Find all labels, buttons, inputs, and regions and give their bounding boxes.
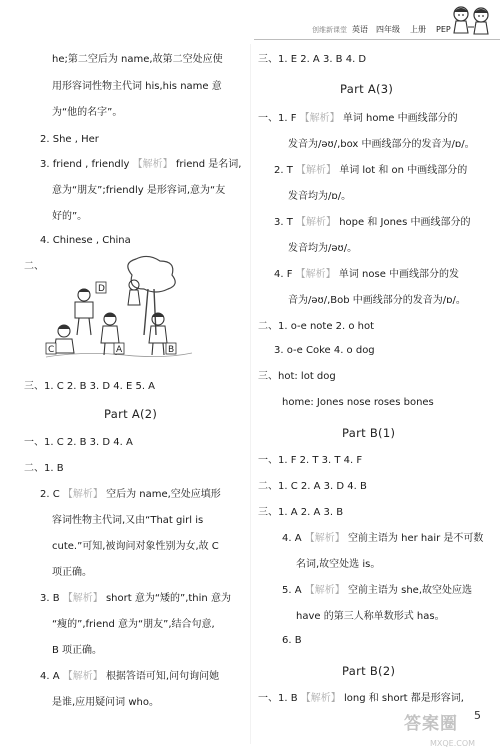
edition-label: PEP [436, 25, 451, 34]
column-divider [250, 44, 251, 744]
answer-row: 3. o-e Coke 4. o dog [274, 345, 375, 356]
answer-item [258, 114, 458, 124]
answer-text: 3. friend , friendly [40, 159, 130, 170]
answer-text: 3. T [274, 217, 293, 228]
section-title-part-a3: Part A(3) [340, 82, 394, 96]
text-line: he;第二空后为 name,故第二空处应使 [52, 54, 223, 65]
analysis-tag: 【解析】 [62, 593, 103, 604]
section-title-part-a2: Part A(2) [104, 407, 158, 421]
picture-label-c: C [48, 345, 55, 355]
analysis-tag: 【解析】 [62, 489, 103, 500]
answer-text: 一、1. F [258, 113, 297, 124]
analysis-text: 空后为 name,空处应填形 [106, 489, 221, 500]
answer-text: 5. A [282, 585, 302, 596]
analysis-text: long 和 short 都是形容词, [343, 693, 464, 704]
answer-item [40, 594, 231, 604]
section-title-part-b2: Part B(2) [342, 664, 396, 678]
text-line: B 项正确。 [52, 645, 103, 656]
subject-label: 英语 [352, 25, 368, 34]
analysis-text: 单词 nose 中画线部分的发 [338, 269, 460, 280]
answer-text: 2. T [274, 165, 293, 176]
answer-row: 二、1. C 2. A 3. D 4. B [258, 481, 367, 492]
answer-row: 三、1. A 2. A 3. B [258, 507, 344, 518]
picture-label-b: B [168, 345, 175, 355]
answer-item: 6. B [282, 635, 302, 646]
text-line: 名词,故空处选 is。 [296, 559, 381, 570]
series-name: 创维新课堂 [312, 26, 347, 34]
analysis-text: hope 和 Jones 中画线部分的 [339, 217, 471, 228]
analysis-text: short 意为“矮的”,thin 意为 [105, 593, 231, 604]
text-line: cute.”可知,被询问对象性别为女,故 C [52, 541, 219, 552]
answer-row: 三、1. C 2. B 3. D 4. E 5. A [24, 381, 156, 392]
text-line: 发音均为/əʊ/。 [288, 243, 358, 254]
text-line: 音为/əʊ/,Bob 中画线部分的发音为/ɒ/。 [288, 295, 466, 306]
analysis-text: friend 是名词, [175, 159, 242, 170]
text-line: 是谁,应用疑问词 who。 [52, 697, 159, 708]
analysis-tag: 【解析】 [304, 533, 345, 544]
analysis-tag: 【解析】 [296, 217, 337, 228]
answer-row: 一、1. F 2. T 3. T 4. F [258, 455, 363, 466]
answer-item [274, 166, 467, 176]
analysis-tag: 【解析】 [62, 671, 103, 682]
answer-row: home: Jones nose roses bones [282, 397, 434, 408]
kids-mascot-icon [447, 3, 497, 39]
analysis-tag: 【解析】 [132, 159, 173, 170]
analysis-text: 根据答语可知,问句询问她 [105, 671, 220, 682]
picture-label-a: A [116, 345, 123, 355]
answer-item: 2. She , Her [40, 134, 99, 145]
analysis-text: 空前主语为 she,故空处应选 [347, 585, 472, 596]
answer-item [258, 694, 464, 704]
answer-row: 二、1. B [24, 463, 64, 474]
analysis-text: 单词 home 中画线部分的 [342, 113, 458, 124]
analysis-tag: 【解析】 [296, 165, 337, 176]
answer-item [282, 534, 483, 544]
picture-label-d: D [98, 284, 105, 294]
text-line: 项正确。 [52, 567, 92, 578]
text-line: 为“他的名字”。 [52, 107, 123, 118]
term-label: 上册 [410, 25, 426, 34]
answer-row: 一、1. C 2. B 3. D 4. A [24, 437, 133, 448]
grade-label: 四年级 [376, 25, 400, 34]
text-line: 发音均为/ɒ/。 [288, 191, 352, 202]
section-title-part-b1: Part B(1) [342, 426, 396, 440]
page-header [0, 0, 500, 46]
watermark-url: MXQE.COM [430, 739, 476, 748]
analysis-tag: 【解析】 [304, 585, 345, 596]
answer-item [40, 672, 219, 682]
watermark-logo: 答案圈 [404, 714, 458, 734]
analysis-tag: 【解析】 [300, 693, 341, 704]
answer-text: 4. F [274, 269, 293, 280]
analysis-text: 单词 lot 和 on 中画线部分的 [339, 165, 468, 176]
answer-item [40, 160, 241, 170]
text-line: 意为“朋友”;friendly 是形容词,意为“友 [52, 185, 226, 196]
header-divider [254, 39, 500, 40]
answer-row: 三、hot: lot dog [258, 371, 336, 382]
answer-text: 2. C [40, 489, 60, 500]
answer-row: 二、1. o-e note 2. o hot [258, 321, 375, 332]
answer-item [274, 270, 459, 280]
answer-text: 4. A [40, 671, 60, 682]
page-number: 5 [474, 709, 481, 722]
text-line: have 的第三人称单数形式 has。 [296, 611, 445, 622]
text-line: 发音为/əʊ/,box 中画线部分的发音为/ɒ/。 [288, 139, 475, 150]
text-line: 好的”。 [52, 211, 88, 222]
answer-text: 一、1. B [258, 693, 298, 704]
answer-text: 3. B [40, 593, 60, 604]
answer-item [40, 490, 221, 500]
children-playing-illustration [44, 255, 194, 367]
text-line: “瘦的”,friend 意为“朋友”,结合句意, [52, 619, 215, 630]
text-line: 用形容词性物主代词 his,his name 意 [52, 81, 222, 92]
analysis-tag: 【解析】 [295, 269, 336, 280]
answer-item [274, 218, 470, 228]
answer-text: 4. A [282, 533, 302, 544]
analysis-tag: 【解析】 [299, 113, 340, 124]
section-number: 二、 [24, 261, 44, 272]
answer-item [282, 586, 472, 596]
answer-row: 三、1. E 2. A 3. B 4. D [258, 54, 367, 65]
analysis-text: 空前主语为 her hair 是不可数 [347, 533, 484, 544]
text-line: 容词性物主代词,又由“That girl is [52, 515, 204, 526]
answer-item: 4. Chinese , China [40, 235, 131, 246]
